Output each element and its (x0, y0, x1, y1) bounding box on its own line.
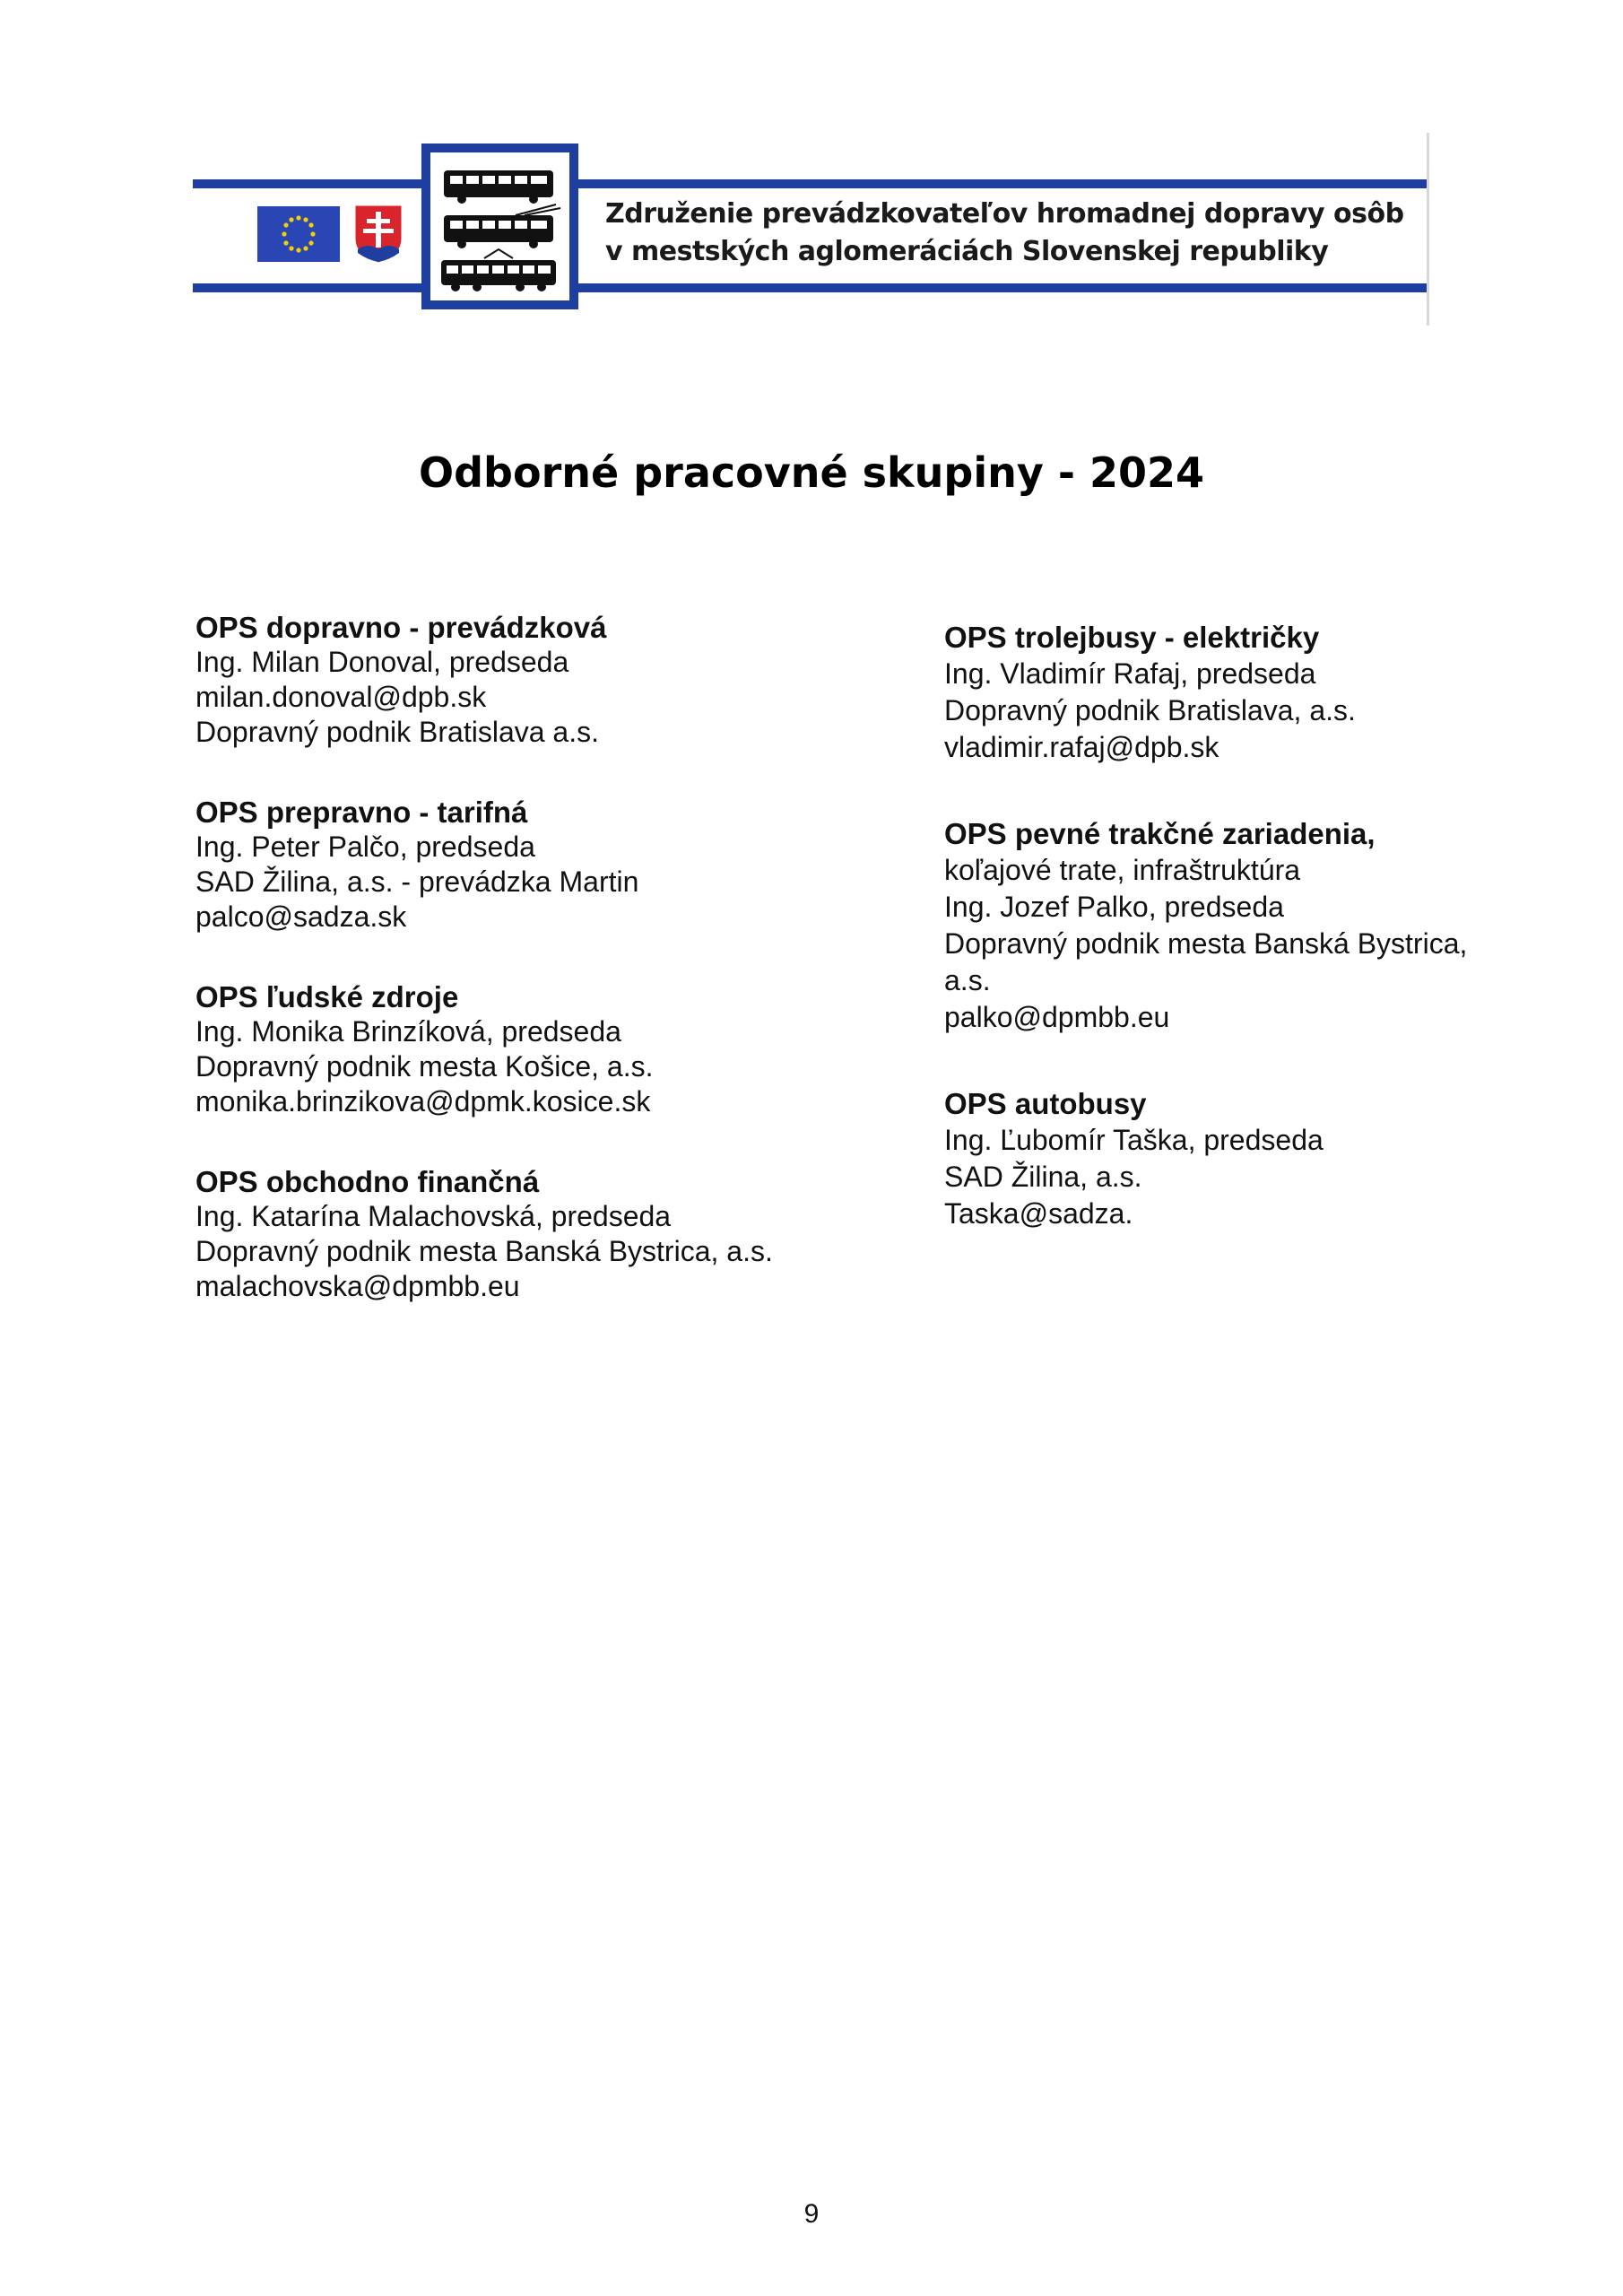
group-chair: Ing. Katarína Malachovská, predseda (195, 1200, 672, 1232)
group-chair: Ing. Monika Brinzíková, predseda (195, 1015, 621, 1048)
organization-name-line1: Združenie prevádzkovateľov hromadnej dopravy osôb (605, 198, 1404, 230)
group-email: palco@sadza.sk (195, 900, 407, 933)
eu-flag-icon (257, 206, 340, 262)
group-email: Taska@sadza. (944, 1197, 1133, 1230)
group-chair: Ing. Milan Donoval, predseda (195, 646, 569, 678)
group-trolejbusy-elektricky (944, 619, 1590, 766)
page-title: Odborné pracovné skupiny - 2024 (419, 448, 1204, 497)
banner-edge (1427, 133, 1429, 326)
group-email: malachovska@dpmbb.eu (195, 1270, 520, 1302)
group-chair: Ing. Ľubomír Taška, predseda (944, 1124, 1324, 1156)
group-chair: Ing. Jozef Palko, predseda (944, 891, 1284, 923)
group-company: Dopravný podnik Bratislava, a.s. (944, 694, 1356, 726)
transport-logo (421, 144, 578, 309)
group-company: SAD Žilina, a.s. - prevádzka Martin (195, 865, 639, 898)
group-name: OPS obchodno finančná (195, 1165, 540, 1198)
group-name: OPS prepravno - tarifná (195, 796, 528, 829)
group-pevne-trakcne-zariadenia (944, 815, 1590, 1036)
group-dopravno-prevadzkova (195, 610, 841, 750)
group-ludske-zdroje (195, 979, 841, 1119)
group-chair: Ing. Vladimír Rafaj, predseda (944, 657, 1316, 690)
group-prepravno-tarifna (195, 795, 841, 935)
group-email: monika.brinzikova@dpmk.kosice.sk (195, 1085, 651, 1118)
group-name: OPS autobusy (944, 1087, 1147, 1120)
vehicles-icon (430, 152, 569, 300)
group-company: Dopravný podnik mesta Banská Bystrica, (944, 927, 1468, 960)
group-company-continued: a.s. (944, 964, 991, 996)
organization-name-line2: v mestských aglomeráciách Slovenskej republiky (605, 236, 1329, 267)
header-banner (193, 133, 1430, 326)
left-column (195, 610, 841, 1349)
group-email: palko@dpmbb.eu (944, 1001, 1170, 1033)
group-company: Dopravný podnik Bratislava a.s. (195, 716, 599, 748)
slovak-coat-of-arms-icon (352, 203, 404, 265)
group-chair: Ing. Peter Palčo, predseda (195, 831, 535, 863)
right-column (944, 619, 1590, 1282)
banner-top-band (193, 179, 1428, 188)
group-name: OPS pevné trakčné zariadenia, (944, 817, 1376, 850)
group-autobusy (944, 1085, 1590, 1232)
banner-bottom-band (193, 283, 1428, 292)
group-email: vladimir.rafaj@dpb.sk (944, 731, 1219, 763)
page-number: 9 (803, 2199, 820, 2229)
organization-name (605, 196, 1412, 271)
group-name-continued: koľajové trate, infraštruktúra (944, 854, 1301, 886)
group-company: Dopravný podnik mesta Košice, a.s. (195, 1050, 654, 1083)
group-name: OPS trolejbusy - električky (944, 621, 1320, 654)
group-name: OPS ľudské zdroje (195, 980, 459, 1013)
group-company: SAD Žilina, a.s. (944, 1161, 1142, 1193)
group-company: Dopravný podnik mesta Banská Bystrica, a.s. (195, 1235, 773, 1267)
group-email: milan.donoval@dpb.sk (195, 681, 487, 713)
group-obchodno-financna (195, 1164, 841, 1304)
group-name: OPS dopravno - prevádzková (195, 611, 607, 644)
